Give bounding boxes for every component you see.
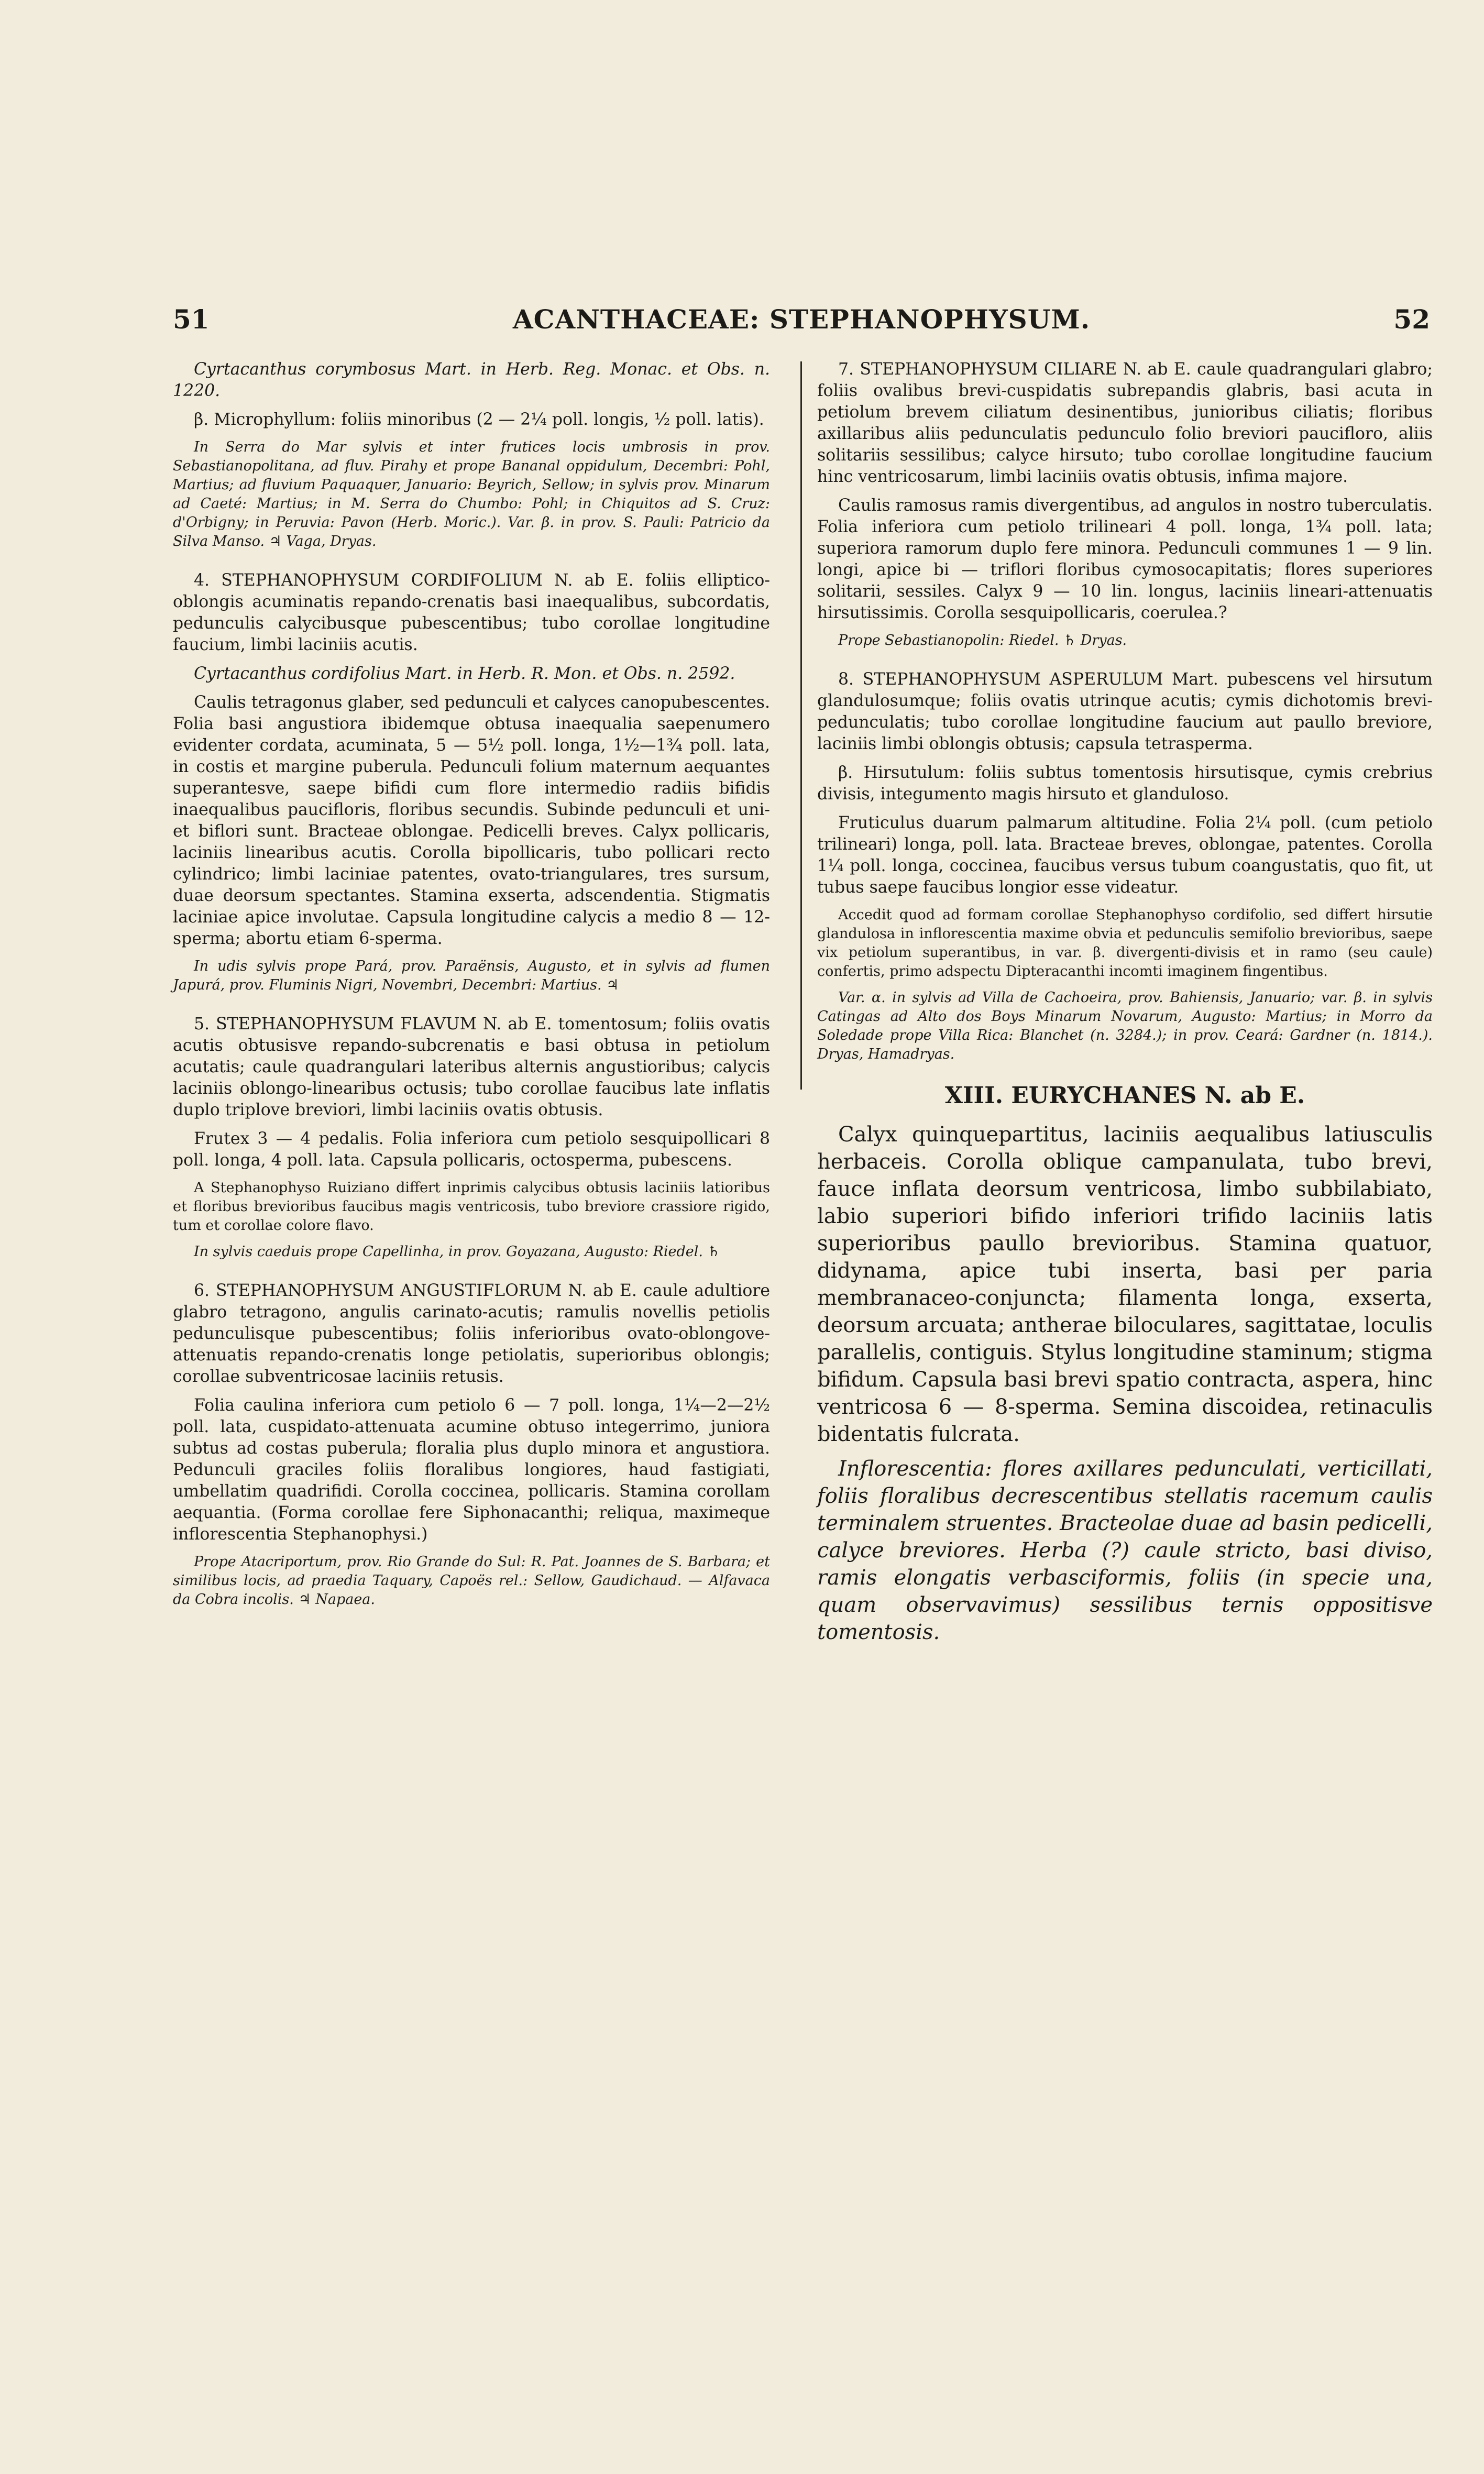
species-5-description: Frutex 3 — 4 pedalis. Folia inferiora cum petiolo sesquipollicari 8 poll. longa, 4 poll. lata. Capsula pollicaris, octosperma, pubescens. bbox=[173, 1129, 770, 1170]
species-7-description: Caulis ramosus ramis divergentibus, ad angulos in nostro tuberculatis. Folia inferiora cum petiolo trilineari 4 poll. longa, 1¾ poll. lata; superiora ramorum duplo fere minora. Pedunculi communes 1 — 9 lin. longi, apice bi — triflori floribus cymosocapitatis; flores superiores solitarii, sessiles. Calyx 9 — 10 lin. longus, laciniis lineari-attenuatis hirsutissimis. Corolla sesquipollicaris, coerulea.? bbox=[817, 496, 1433, 622]
genus-inflorescence: Inflorescentia: flores axillares pedunculati, verticillati, foliis floralibus decrescentibus stellatis racemum caulis terminalem struentes. Bracteolae duae ad basin pedicelli, calyce breviores. Herba (?) caule stricto, basi diviso, ramis elongatis verbasciformis, foliis (in specie una, quam observavimus) sessilibus ternis oppositisve tomentosis. bbox=[817, 1457, 1433, 1644]
species-4-locality: In udis sylvis prope Pará, prov. Paraënsis, Augusto, et in sylvis ad flumen Japurá, prov. Fluminis Nigri, Novembri, Decembri: Martius. ♃ bbox=[173, 958, 770, 993]
species-6-locality: Prope Atacriportum, prov. Rio Grande do Sul: R. Pat. Joannes de S. Barbara; et similibus locis, ad praedia Taquary, Capoës rel.: Sellow, Gaudichaud. — Alfavaca da Cobra incolis. ♃ Napaea. bbox=[173, 1554, 770, 1608]
species-7-locality: Prope Sebastianopolin: Riedel. ♄ Dryas. bbox=[838, 632, 1127, 648]
genus-description: Calyx quinquepartitus, laciniis aequalibus latiusculis herbaceis. Corolla oblique campanulata, tubo brevi, fauce inflata deorsum ventricosa, limbo subbilabiato, labio superiori bifido inferiori trifido laciniis latis superioribus paullo brevioribus. Stamina quatuor, didynama, apice tubi inserta, basi per paria membranaceo-conjuncta; filamenta longa, exserta, deorsum arcuata; antherae biloculares, sagittatae, loculis parallelis, contiguis. Stylus longitudine staminum; stigma bifidum. Capsula basi brevi spatio contracta, aspera, hinc ventricosa 6 — 8-sperma. Semina discoidea, retinaculis bidentatis fulcrata. bbox=[817, 1123, 1433, 1446]
right-column bbox=[817, 359, 1433, 1653]
species-7-heading: 7. STEPHANOPHYSUM CILIARE N. ab E. caule quadrangulari glabro; foliis ovalibus brevi-cuspidatis subrepandis glabris, basi acuta in petiolum brevem ciliatum desinentibus, junioribus ciliatis; floribus axillaribus aliis pedunculatis pedunculo folio breviori paucifloro, aliis solitariis sessilibus; calyce hirsuto; tubo corollae longitudine faucium hinc ventricosarum, limbi laciniis ovatis obtusis, infima majore. bbox=[817, 360, 1433, 486]
species-8-heading: 8. STEPHANOPHYSUM ASPERULUM Mart. pubescens vel hirsutum glandulosumque; foliis ovatis utrinque acutis; cymis dichotomis brevi-pedunculatis; tubo corollae longitudine faucium aut paullo breviore, laciniis limbi oblongis obtusis; capsula tetrasperma. bbox=[817, 670, 1433, 753]
species-8-locality: Var. α. in sylvis ad Villa de Cachoeira, prov. Bahiensis, Januario; var. β. in sylvis Catingas ad Alto dos Boys Minarum Novarum, Augusto: Martius; in Morro da Soledade prope Villa Rica: Blanchet (n. 3284.); in prov. Ceará: Gardner (n. 1814.). Dryas, Hamadryas. bbox=[817, 989, 1433, 1062]
page-header bbox=[173, 304, 1430, 346]
locality-paragraph: In Serra do Mar sylvis et inter frutices locis umbrosis in prov. Sebastianopolitana, ad fluv. Pirahy et prope Bananal oppidulum, Decembri: Pohl, Martius; ad fluvium Paquaquer, Januario: Beyrich, Sellow; in sylvis prov. Minarum ad Caeté: Martius; in M. Serra do Chumbo: Pohl; in Chiquitos ad S. Cruz: d'Orbigny; in Peruvia: Pavon (Herb. Moric.). Var. β. in prov. S. Pauli: Patricio da Silva Manso. ♃ Vaga, Dryas. bbox=[173, 439, 770, 549]
species-8-description: Fruticulus duarum palmarum altitudine. Folia 2¼ poll. (cum petiolo trilineari) longa, poll. lata. Bracteae breves, oblongae, patentes. Corolla 1¼ poll. longa, coccinea, faucibus versus tubum coangustatis, quo fit, ut tubus saepe faucibus longior esse videatur. bbox=[817, 813, 1433, 897]
running-title: ACANTHACEAE: STEPHANOPHYSUM. bbox=[512, 304, 1091, 335]
species-6-heading: 6. STEPHANOPHYSUM ANGUSTIFLORUM N. ab E. caule adultiore glabro tetragono, angulis carinato-acutis; ramulis novellis petiolis pedunculisque pubescentibus; foliis inferioribus ovato-oblongove-attenuatis repando-crenatis longe petiolatis, superioribus oblongis; corollae subventricosae laciniis retusis. bbox=[173, 1281, 770, 1386]
species-6-description: Folia caulina inferiora cum petiolo 6 — 7 poll. longa, 1¼—2—2½ poll. lata, cuspidato-attenuata acumine obtuso integerrimo, juniora subtus ad costas puberula; floralia plus duplo minora et angustiora. Pedunculi graciles foliis floralibus longiores, haud fastigiati, umbellatim quadrifidi. Corolla coccinea, pollicaris. Stamina corollam aequantia. (Forma corollae fere Siphonacanthi; reliqua, maximeque inflorescentia Stephanophysi.) bbox=[173, 1396, 770, 1544]
species-5-heading: 5. STEPHANOPHYSUM FLAVUM N. ab E. tomentosum; foliis ovatis acutis obtusisve repando-subcrenatis e basi obtusa in petiolum acutatis; caule quadrangulari lateribus alternis angustioribus; calycis laciniis oblongo-linearibus octusis; tubo corollae faucibus late inflatis duplo triplove breviori, limbi laciniis ovatis obtusis. bbox=[173, 1015, 770, 1119]
species-4-heading: 4. STEPHANOPHYSUM CORDIFOLIUM N. ab E. foliis elliptico-oblongis acuminatis repando-crenatis basi inaequalibus, subcordatis, pedunculis calycibusque pubescentibus; tubo corollae longitudine faucium, limbi laciniis acutis. bbox=[173, 571, 770, 654]
species-8-variety: β. Hirsutulum: foliis subtus tomentosis hirsutisque, cymis crebrius divisis, integumento magis hirsuto et glanduloso. bbox=[817, 763, 1433, 804]
page-number-left: 51 bbox=[173, 304, 210, 335]
species-5-note: A Stephanophyso Ruiziano differt inprimis calycibus obtusis laciniis latioribus et floribus brevioribus faucibus magis ventricosis, tubo breviore crassiore rigido, tum et corollae colore flavo. bbox=[173, 1180, 770, 1234]
species-4-description: Caulis tetragonus glaber, sed pedunculi et calyces canopubescentes. Folia basi angustiora ibidemque obtusa inaequalia saepenumero evidenter cordata, acuminata, 5 — 5½ poll. longa, 1½—1¾ poll. lata, in costis et margine puberula. Pedunculi folium maternum aequantes superantesve, saepe bifidi cum flore intermedio radiis bifidis inaequalibus paucifloris, floribus secundis. Subinde pedunculi et uni- et biflori sunt. Bracteae oblongae. Pedicelli breves. Calyx pollicaris, laciniis linearibus acutis. Corolla bipollicaris, tubo pollicari recto cylindrico; limbi laciniae patentes, ovato-triangulares, tres sursum, duae deorsum spectantes. Stamina exserta, adscendentia. Stigmatis laciniae apice involutae. Capsula longitudine calycis a medio 8 — 12-sperma; abortu etiam 6-sperma. bbox=[173, 693, 770, 948]
species-4-synonym: Cyrtacanthus cordifolius Mart. in Herb. R. Mon. et Obs. n. 2592. bbox=[194, 664, 735, 683]
species-8-note: Accedit quod ad formam corollae Stephanophyso cordifolio, sed differt hirsutie glandulosa in inflorescentia maxime obvia et pedunculis semifolio brevioribus, saepe vix petiolum superantibus, in var. β. divergenti-divisis et in ramo (seu caule) confertis, primo adspectu Dipteracanthi incomti imaginem fingentibus. bbox=[817, 907, 1433, 980]
genus-section-title: XIII. EURYCHANES N. ab E. bbox=[944, 1082, 1305, 1109]
column-divider bbox=[800, 361, 802, 1090]
page-number-right: 52 bbox=[1393, 304, 1430, 335]
left-column bbox=[173, 359, 770, 1617]
species-5-locality: In sylvis caeduis prope Capellinha, in prov. Goyazana, Augusto: Riedel. ♄ bbox=[194, 1244, 720, 1260]
synonym-paragraph: Cyrtacanthus corymbosus Mart. in Herb. Reg. Monac. et Obs. n. 1220. bbox=[173, 360, 770, 400]
variety-paragraph: β. Microphyllum: foliis minoribus (2 — 2¼ poll. longis, ½ poll. latis). bbox=[194, 410, 764, 429]
